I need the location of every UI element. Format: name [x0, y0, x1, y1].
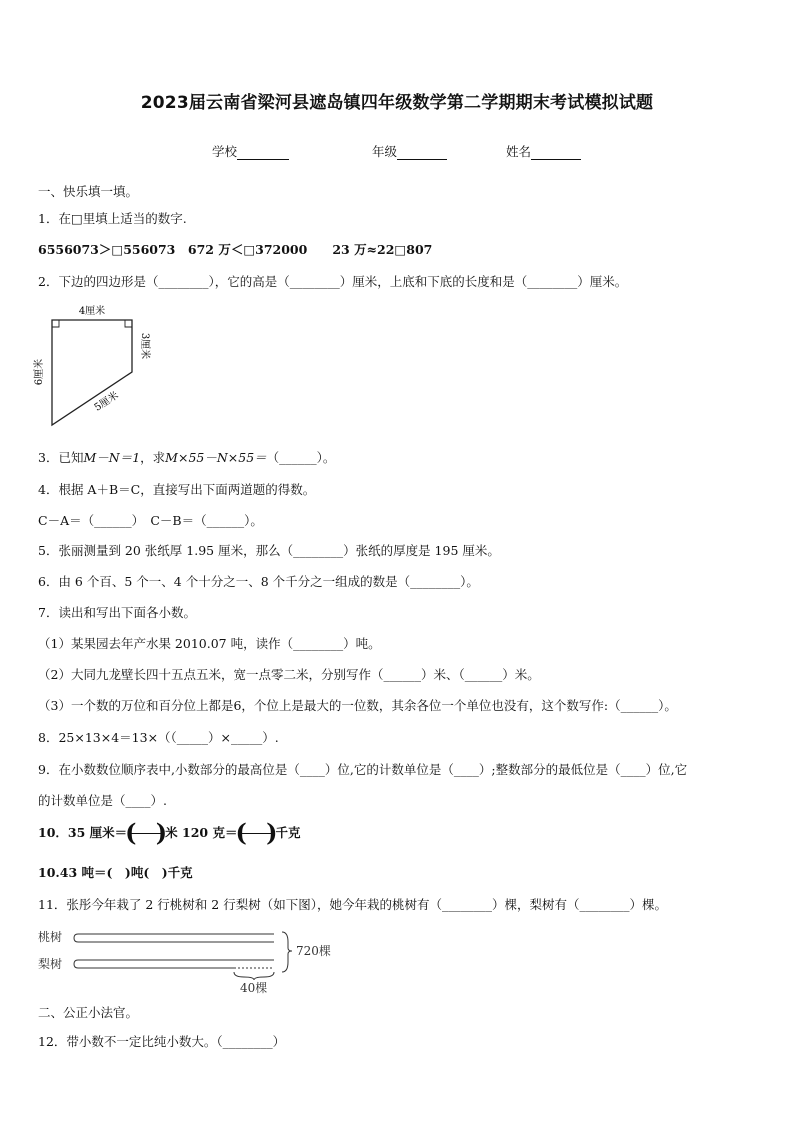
question-10-part-3: 千克 — [275, 825, 301, 840]
section-2-heading: 二、公正小法官。 — [38, 1005, 139, 1020]
figure-bottom-label: 5厘米 — [92, 390, 121, 414]
question-3-formula-2: M×55－N×55＝ — [165, 450, 267, 465]
question-7-part-1: （1）某果园去年产水果 2010.07 吨，读作（________）吨。 — [38, 636, 381, 651]
question-11: 11．张彤今年栽了 2 行桃树和 2 行梨树（如下图），她今年栽的桃树有（________）棵，梨树有（________）棵。 — [38, 897, 667, 912]
fraction-blank-2: ( ) — [235, 817, 278, 847]
grade-label: 年级 — [372, 144, 398, 159]
question-9-line-2: 的计数单位是（____）. — [38, 793, 167, 808]
figure-left-label: 6厘米 — [34, 358, 45, 386]
question-10-line-2: 10.43 吨＝( )吨( )千克 — [38, 865, 193, 880]
question-3-prefix: 3．已知 — [38, 450, 84, 465]
question-3-formula: M－N＝1 — [83, 450, 141, 465]
question-10-part-2: 米 120 克＝ — [165, 825, 238, 840]
name-field — [506, 142, 581, 160]
school-blank — [237, 146, 289, 160]
question-4-line: C－A＝（______） C－B＝（______）。 — [38, 513, 263, 528]
question-6: 6．由 6 个百、5 个一、4 个十分之一、8 个千分之一组成的数是（________）。 — [38, 574, 479, 589]
name-blank — [531, 146, 581, 160]
question-10-part-1: 10．35 厘米＝ — [38, 825, 128, 840]
page-title: 2023届云南省梁河县遮岛镇四年级数学第二学期期末考试模拟试题 — [140, 93, 654, 113]
question-5: 5．张丽测量到 20 张纸厚 1.95 厘米，那么（________）张纸的厚度是 195 厘米。 — [38, 543, 500, 558]
quadrilateral-figure — [30, 300, 170, 430]
question-1-line: 6556073＞□556073 672 万＜□372000 23 万≈22□807 — [38, 242, 433, 257]
question-3-suffix: （______）。 — [266, 450, 336, 465]
question-4: 4．根据 A＋B＝C，直接写出下面两道题的得数。 — [38, 482, 316, 497]
question-12: 12．带小数不一定比纯小数大。（________） — [38, 1034, 286, 1049]
name-label: 姓名 — [506, 144, 532, 159]
total-trees-label: 720棵 — [296, 944, 331, 958]
question-8: 8．25×13×4＝13×（（_____）×_____）. — [38, 730, 279, 745]
figure-right-label: 3厘米 — [139, 332, 150, 360]
difference-label: 40棵 — [240, 981, 268, 995]
question-7-part-2: （2）大同九龙壁长四十五点五米，宽一点零二米，分别写作（______）米、（______）米。 — [38, 667, 540, 682]
section-1-heading: 一、快乐填一填。 — [38, 184, 139, 199]
school-field — [212, 142, 289, 160]
figure-top-label: 4厘米 — [78, 306, 106, 317]
grade-blank — [397, 146, 447, 160]
question-10 — [38, 817, 301, 847]
question-3-mid: ，求 — [140, 450, 166, 465]
question-9-line-1: 9．在小数数位顺序表中,小数部分的最高位是（____）位,它的计数单位是（____）;整数部分的最低位是（____）位,它 — [38, 762, 688, 777]
grade-field — [372, 142, 447, 160]
question-7: 7．读出和写出下面各小数。 — [38, 605, 196, 620]
question-2: 2．下边的四边形是（________），它的高是（________）厘米，上底和下底的长度和是（________）厘米。 — [38, 274, 628, 289]
fraction-blank-1: ( ) — [125, 817, 168, 847]
question-1: 1．在□里填上适当的数字. — [38, 211, 187, 226]
tree-row-diagram — [34, 922, 334, 997]
question-3 — [38, 448, 335, 466]
question-7-part-3: （3）一个数的万位和百分位上都是6，个位上是最大的一位数，其余各位一个单位也没有，这个数写作:（______）。 — [38, 698, 677, 713]
peach-tree-label: 桃树 — [38, 930, 63, 944]
pear-tree-label: 梨树 — [38, 957, 63, 971]
school-label: 学校 — [212, 144, 238, 159]
